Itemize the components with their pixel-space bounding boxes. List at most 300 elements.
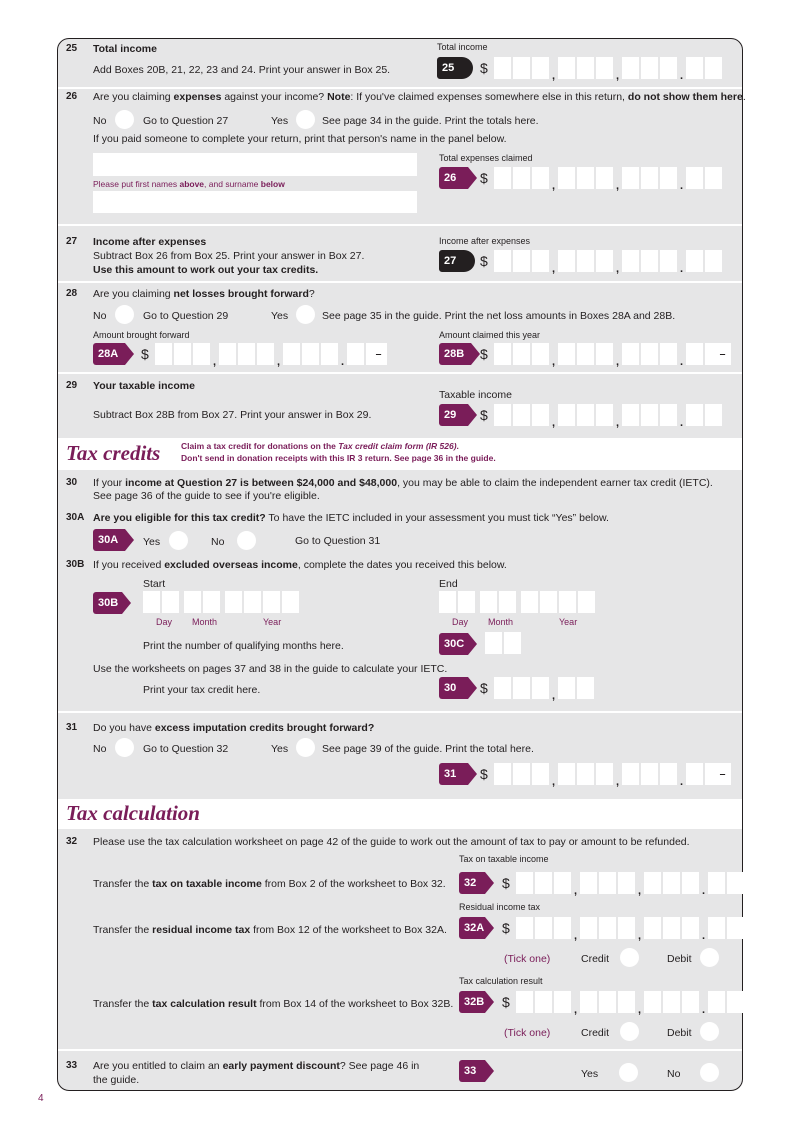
digit-cell[interactable] [494, 167, 511, 189]
separator: . [680, 263, 684, 275]
digit-cell[interactable] [494, 57, 511, 79]
digit-cell[interactable] [458, 591, 475, 613]
separator: , [574, 885, 578, 897]
digit-cell[interactable] [494, 677, 511, 699]
box-label: Amount brought forward [93, 330, 190, 340]
separator: , [616, 776, 620, 788]
digit-cell[interactable] [622, 167, 639, 189]
box-32b-tag: 32B [459, 991, 485, 1013]
digit-cell[interactable] [660, 763, 677, 785]
separator: , [552, 356, 556, 368]
digit-cell[interactable] [283, 343, 300, 365]
digit-cell[interactable] [516, 872, 533, 894]
digit-cell[interactable] [686, 250, 703, 272]
digit-cell[interactable] [644, 872, 661, 894]
q32b-credit-radio[interactable] [620, 1022, 639, 1041]
box-32a-tag: 32A [459, 917, 485, 939]
end-label: End [439, 578, 458, 590]
digit-cell[interactable] [641, 167, 658, 189]
digit-cell[interactable] [302, 343, 319, 365]
end-date-field[interactable] [439, 591, 597, 613]
question-title: Income after expenses [93, 236, 207, 248]
debit-label: Debit [667, 1027, 692, 1039]
month-label: Month [488, 617, 514, 627]
box-label: Total expenses claimed [439, 153, 533, 163]
question-number: 33 [66, 1060, 78, 1071]
digit-cell[interactable] [577, 57, 594, 79]
no-option-label: No [93, 310, 107, 322]
separator: , [616, 180, 620, 192]
q32a-debit-radio[interactable] [700, 948, 719, 967]
digit-cell[interactable] [622, 57, 639, 79]
question-instruction: Subtract Box 26 from Box 25. Print your answer in Box 27. [93, 250, 365, 262]
digit-cell[interactable] [686, 57, 703, 79]
digit-cell[interactable] [347, 343, 364, 365]
separator: . [702, 1004, 706, 1016]
q32a-credit-radio[interactable] [620, 948, 639, 967]
digit-cell[interactable] [641, 763, 658, 785]
question-number: 30A [66, 512, 85, 523]
digit-cell[interactable] [660, 250, 677, 272]
q30a-yes-radio[interactable] [169, 531, 188, 550]
box-label: Residual income tax [459, 902, 541, 912]
digit-cell[interactable] [682, 872, 699, 894]
digit-cell[interactable] [225, 591, 242, 613]
separator: , [552, 690, 556, 702]
digit-cell[interactable] [660, 57, 677, 79]
digit-cell[interactable] [577, 677, 594, 699]
digit-cell[interactable] [203, 591, 220, 613]
yes-instruction: See page 35 in the guide. Print the net loss amounts in Boxes 28A and 28B. [322, 310, 676, 322]
digit-cell[interactable] [521, 591, 538, 613]
box-32-amount-field[interactable] [502, 872, 746, 897]
dollar-sign: $ [502, 920, 510, 936]
q33-no-radio[interactable] [700, 1063, 719, 1082]
separator: , [638, 930, 642, 942]
name-hint: Please put first names above, and surname below [93, 179, 285, 189]
digit-cell[interactable] [660, 404, 677, 426]
dollar-sign: $ [480, 766, 488, 782]
digit-cell[interactable] [660, 343, 677, 365]
yes-option-label: Yes [581, 1068, 599, 1080]
digit-cell[interactable] [282, 591, 299, 613]
question-text: If your income at Question 27 is between $24,000 and $48,000, you may be able to claim the independent earner tax credit (IETC). [93, 477, 713, 489]
q28-yes-radio[interactable] [296, 305, 315, 324]
separator: , [552, 776, 556, 788]
question-title: Total income [93, 43, 157, 55]
box-29-tag: 29 [439, 404, 468, 426]
digit-cell[interactable] [480, 591, 497, 613]
digit-cell[interactable] [727, 917, 744, 939]
minus-sign: – [714, 343, 731, 365]
digit-cell[interactable] [577, 343, 594, 365]
question-text: If you received excluded overseas income, complete the dates you received this below. [93, 559, 507, 571]
minus-sign: – [370, 343, 387, 365]
digit-cell[interactable] [513, 167, 530, 189]
box-30c-tag: 30C [439, 633, 468, 655]
dollar-sign: $ [480, 346, 488, 362]
digit-cell[interactable] [596, 763, 613, 785]
digit-cell[interactable] [705, 57, 722, 79]
digit-cell[interactable] [682, 917, 699, 939]
separator: . [680, 356, 684, 368]
digit-cell[interactable] [143, 591, 160, 613]
goto-text: Go to Question 32 [143, 743, 229, 755]
worksheet-instruction: Use the worksheets on pages 37 and 38 in the guide to calculate your IETC. [93, 663, 448, 675]
no-option-label: No [667, 1068, 681, 1080]
digit-cell[interactable] [558, 343, 575, 365]
digit-cell[interactable] [532, 763, 549, 785]
separator: , [638, 1004, 642, 1016]
box-25-tag: 25 [437, 57, 473, 79]
box-33-tag: 33 [459, 1060, 485, 1082]
page-number: 4 [38, 1093, 44, 1104]
q26-no-radio[interactable] [115, 110, 134, 129]
question-number: 26 [66, 91, 78, 102]
separator: . [680, 776, 684, 788]
dollar-sign: $ [502, 994, 510, 1010]
question-title: Your taxable income [93, 380, 195, 392]
separator: , [552, 417, 556, 429]
box-label: Income after expenses [439, 236, 531, 246]
digit-cell[interactable] [599, 917, 616, 939]
yes-option-label: Yes [271, 310, 289, 322]
digit-cell[interactable] [558, 167, 575, 189]
digit-cell[interactable] [257, 343, 274, 365]
digit-cell[interactable] [641, 57, 658, 79]
dollar-sign: $ [480, 170, 488, 186]
credit-label: Credit [581, 953, 610, 965]
year-label: Year [559, 617, 578, 627]
separator: , [552, 70, 556, 82]
digit-cell[interactable] [727, 872, 744, 894]
q26-yes-radio[interactable] [296, 110, 315, 129]
digit-cell[interactable] [622, 343, 639, 365]
digit-cell[interactable] [580, 917, 597, 939]
digit-cell[interactable] [244, 591, 261, 613]
credit-instruction: Print your tax credit here. [143, 684, 261, 696]
donation-note-1: Claim a tax credit for donations on the Tax credit claim form (IR 526). [181, 441, 459, 451]
digit-cell[interactable] [558, 57, 575, 79]
yes-option-label: Yes [271, 743, 289, 755]
digit-cell[interactable] [321, 343, 338, 365]
no-option-label: No [211, 536, 225, 548]
digit-cell[interactable] [660, 167, 677, 189]
digit-cell[interactable] [532, 167, 549, 189]
digit-cell[interactable] [577, 404, 594, 426]
dollar-sign: $ [480, 253, 488, 269]
digit-cell[interactable] [516, 991, 533, 1013]
day-label: Day [452, 617, 469, 627]
digit-cell[interactable] [599, 872, 616, 894]
digit-cell[interactable] [622, 250, 639, 272]
dollar-sign: $ [502, 875, 510, 891]
digit-cell[interactable] [705, 167, 722, 189]
digit-cell[interactable] [540, 591, 557, 613]
digit-cell[interactable] [155, 343, 172, 365]
question-text-2: See page 36 of the guide to see if you're eligible. [93, 490, 320, 502]
digit-cell[interactable] [162, 591, 179, 613]
digit-cell[interactable] [535, 917, 552, 939]
goto-text: Go to Question 29 [143, 310, 229, 322]
box-28a-tag: 28A [93, 343, 125, 365]
separator: , [574, 1004, 578, 1016]
digit-cell[interactable] [499, 591, 516, 613]
digit-cell[interactable] [485, 632, 502, 654]
digit-cell[interactable] [622, 763, 639, 785]
digit-cell[interactable] [535, 991, 552, 1013]
tax-calculation-header [58, 799, 742, 829]
digit-cell[interactable] [578, 591, 595, 613]
q32b-debit-radio[interactable] [700, 1022, 719, 1041]
digit-cell[interactable] [554, 872, 571, 894]
section-heading: Tax credits [66, 441, 161, 465]
digit-cell[interactable] [535, 872, 552, 894]
digit-cell[interactable] [708, 991, 725, 1013]
question-text: Are you entitled to claim an early payment discount? See page 46 in [93, 1060, 420, 1072]
question-number: 27 [66, 236, 78, 247]
box-26-tag: 26 [439, 167, 468, 189]
digit-cell[interactable] [494, 404, 511, 426]
dollar-sign: $ [480, 680, 488, 696]
box-26-amount-field[interactable] [480, 167, 724, 192]
digit-cell[interactable] [558, 763, 575, 785]
digit-cell[interactable] [516, 917, 533, 939]
question-number: 29 [66, 380, 78, 391]
separator: , [277, 356, 281, 368]
q28-no-radio[interactable] [115, 305, 134, 324]
q30a-no-radio[interactable] [237, 531, 256, 550]
digit-cell[interactable] [513, 404, 530, 426]
question-number: 32 [66, 836, 78, 847]
digit-cell[interactable] [663, 872, 680, 894]
start-date-field[interactable] [143, 591, 301, 613]
yes-instruction: See page 39 of the guide. Print the total here. [322, 743, 534, 755]
digit-cell[interactable] [641, 404, 658, 426]
box-25-amount-field[interactable] [480, 57, 724, 82]
credit-label: Credit [581, 1027, 610, 1039]
digit-cell[interactable] [663, 917, 680, 939]
paid-preparer-text: If you paid someone to complete your return, print that person's name in the panel below. [93, 133, 507, 145]
digit-cell[interactable] [494, 250, 511, 272]
box-label: Tax calculation result [459, 976, 543, 986]
dollar-sign: $ [480, 407, 488, 423]
digit-cell[interactable] [663, 991, 680, 1013]
q33-yes-radio[interactable] [619, 1063, 638, 1082]
digit-cell[interactable] [238, 343, 255, 365]
separator: , [552, 263, 556, 275]
digit-cell[interactable] [708, 917, 725, 939]
separator: . [341, 356, 345, 368]
months-instruction: Print the number of qualifying months here. [143, 640, 344, 652]
separator: , [616, 356, 620, 368]
digit-cell[interactable] [622, 404, 639, 426]
box-32a-amount-field[interactable] [502, 917, 746, 942]
box-29-amount-field[interactable] [480, 404, 724, 429]
digit-cell[interactable] [558, 677, 575, 699]
digit-cell[interactable] [686, 404, 703, 426]
tick-one-label: (Tick one) [504, 1027, 551, 1039]
separator: , [616, 417, 620, 429]
year-label: Year [263, 617, 282, 627]
q31-no-radio[interactable] [115, 738, 134, 757]
digit-cell[interactable] [644, 917, 661, 939]
digit-cell[interactable] [532, 250, 549, 272]
box-label: Total income [437, 42, 488, 52]
digit-cell[interactable] [705, 404, 722, 426]
donation-note-2: Don't send in donation receipts with this IR 3 return. See page 36 in the guide. [181, 453, 496, 463]
question-text: Are you eligible for this tax credit? To have the IETC included in your assessment you must tick “Yes” below. [93, 512, 609, 524]
box-30b-tag: 30B [93, 592, 122, 614]
tick-one-label: (Tick one) [504, 953, 551, 965]
digit-cell[interactable] [596, 250, 613, 272]
digit-cell[interactable] [596, 343, 613, 365]
month-label: Month [192, 617, 218, 627]
digit-cell[interactable] [554, 991, 571, 1013]
digit-cell[interactable] [532, 343, 549, 365]
digit-cell[interactable] [577, 167, 594, 189]
box-32b-amount-field[interactable] [502, 991, 746, 1016]
box-32-instruction: Transfer the tax on taxable income from Box 2 of the worksheet to Box 32. [93, 878, 446, 890]
digit-cell[interactable] [532, 404, 549, 426]
digit-cell[interactable] [577, 763, 594, 785]
digit-cell[interactable] [558, 404, 575, 426]
yes-option-label: Yes [271, 115, 289, 127]
box-label: Tax on taxable income [459, 854, 549, 864]
digit-cell[interactable] [580, 872, 597, 894]
separator: , [213, 356, 217, 368]
digit-cell[interactable] [727, 991, 744, 1013]
digit-cell[interactable] [644, 991, 661, 1013]
box-31-tag: 31 [439, 763, 468, 785]
box-32b-instruction: Transfer the tax calculation result from Box 14 of the worksheet to Box 32B. [93, 998, 454, 1010]
box-label: Amount claimed this year [439, 330, 541, 340]
digit-cell[interactable] [559, 591, 576, 613]
box-28a-amount-field[interactable] [141, 343, 385, 368]
digit-cell[interactable] [184, 591, 201, 613]
digit-cell[interactable] [513, 677, 530, 699]
debit-label: Debit [667, 953, 692, 965]
digit-cell[interactable] [705, 250, 722, 272]
digit-cell[interactable] [513, 250, 530, 272]
digit-cell[interactable] [513, 57, 530, 79]
form-panel [57, 38, 746, 1091]
digit-cell[interactable] [580, 991, 597, 1013]
digit-cell[interactable] [599, 991, 616, 1013]
box-32a-instruction: Transfer the residual income tax from Box 12 of the worksheet to Box 32A. [93, 924, 447, 936]
digit-cell[interactable] [596, 167, 613, 189]
digit-cell[interactable] [596, 404, 613, 426]
dollar-sign: $ [141, 346, 149, 362]
digit-cell[interactable] [641, 343, 658, 365]
question-text: Are you claiming net losses brought forward? [93, 288, 315, 300]
start-label: Start [143, 578, 166, 590]
digit-cell[interactable] [641, 250, 658, 272]
tax-credits-header [58, 438, 742, 470]
digit-cell[interactable] [708, 872, 725, 894]
digit-cell[interactable] [174, 343, 191, 365]
digit-cell[interactable] [618, 991, 635, 1013]
minus-sign: – [714, 763, 731, 785]
separator: . [702, 930, 706, 942]
question-number: 25 [66, 43, 78, 54]
no-option-label: No [93, 743, 107, 755]
digit-cell[interactable] [558, 250, 575, 272]
box-28b-tag: 28B [439, 343, 471, 365]
section-heading: Tax calculation [66, 801, 200, 825]
separator: , [616, 70, 620, 82]
box-30-tag: 30 [439, 677, 468, 699]
digit-cell[interactable] [193, 343, 210, 365]
digit-cell[interactable] [263, 591, 280, 613]
digit-cell[interactable] [532, 677, 549, 699]
digit-cell[interactable] [219, 343, 236, 365]
question-text: Are you claiming expenses against your income? Note: If you've claimed expenses somewhere else in this return, do not show them here. [93, 91, 746, 103]
digit-cell[interactable] [494, 343, 511, 365]
box-label: Taxable income [439, 389, 512, 401]
digit-cell[interactable] [513, 763, 530, 785]
separator: . [680, 70, 684, 82]
box-30c-months-field[interactable] [485, 632, 523, 654]
box-30a-tag: 30A [93, 529, 125, 551]
box-27-amount-field[interactable] [480, 250, 724, 275]
separator: , [638, 885, 642, 897]
digit-cell[interactable] [686, 167, 703, 189]
separator: , [574, 930, 578, 942]
digit-cell[interactable] [682, 991, 699, 1013]
no-option-label: No [93, 115, 107, 127]
yes-instruction: See page 34 in the guide. Print the totals here. [322, 115, 539, 127]
question-number: 30B [66, 559, 85, 570]
box-28b-amount-field[interactable] [480, 343, 724, 368]
box-31-amount-field[interactable] [480, 763, 724, 788]
question-instruction: Subtract Box 28B from Box 27. Print your answer in Box 29. [93, 409, 372, 421]
yes-option-label: Yes [143, 536, 161, 548]
digit-cell[interactable] [439, 591, 456, 613]
question-instruction-bold: Use this amount to work out your tax credits. [93, 264, 319, 276]
digit-cell[interactable] [686, 763, 703, 785]
first-names-input[interactable] [93, 153, 417, 176]
digit-cell[interactable] [618, 917, 635, 939]
q31-yes-radio[interactable] [296, 738, 315, 757]
digit-cell[interactable] [504, 632, 521, 654]
question-number: 31 [66, 722, 78, 733]
separator: . [680, 417, 684, 429]
digit-cell[interactable] [494, 763, 511, 785]
separator: . [680, 180, 684, 192]
digit-cell[interactable] [532, 57, 549, 79]
digit-cell[interactable] [554, 917, 571, 939]
goto-text: Go to Question 27 [143, 115, 229, 127]
question-text-2: the guide. [93, 1074, 140, 1086]
box-27-tag: 27 [439, 250, 475, 272]
digit-cell[interactable] [513, 343, 530, 365]
digit-cell[interactable] [686, 343, 703, 365]
digit-cell[interactable] [596, 57, 613, 79]
digit-cell[interactable] [618, 872, 635, 894]
digit-cell[interactable] [577, 250, 594, 272]
separator: . [702, 885, 706, 897]
question-text: Do you have excess imputation credits brought forward? [93, 722, 375, 734]
box-32-tag: 32 [459, 872, 485, 894]
box-30-amount-field[interactable] [480, 677, 596, 702]
surname-input[interactable] [93, 191, 417, 213]
separator: , [616, 263, 620, 275]
goto-text: Go to Question 31 [295, 535, 381, 547]
question-number: 30 [66, 477, 78, 488]
question-text: Please use the tax calculation worksheet on page 42 of the guide to work out the amount of tax to pay or amount to be refunded. [93, 836, 690, 848]
day-label: Day [156, 617, 173, 627]
